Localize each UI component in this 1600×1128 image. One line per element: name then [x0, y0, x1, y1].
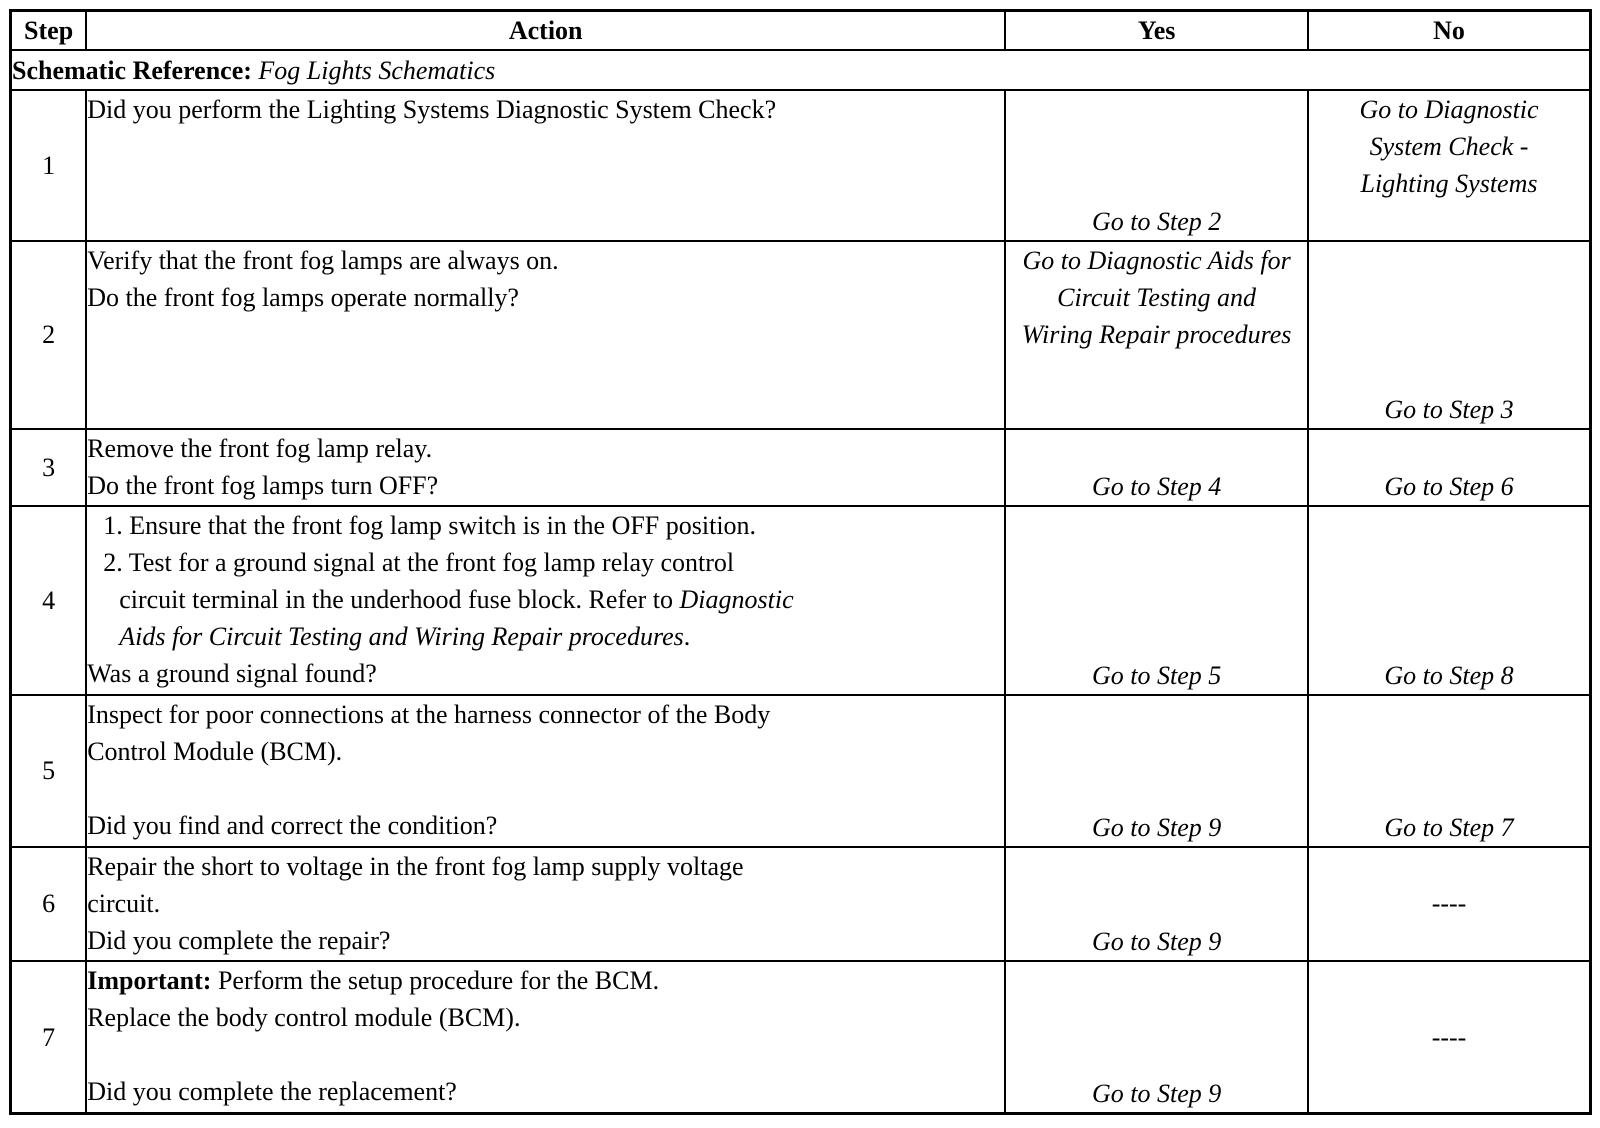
header-action: Action [86, 11, 1005, 51]
action-step-2: 2. Test for a ground signal at the front fog lamp relay control [103, 547, 735, 577]
header-step: Step [11, 11, 87, 51]
action-question: Do the front fog lamps turn OFF? [87, 470, 439, 500]
no-link[interactable]: Go to Diagnostic System Check - Lighting Systems [1359, 94, 1539, 198]
table-row [11, 847, 1591, 961]
no-cell [1308, 847, 1590, 961]
action-text: Replace the body control module (BCM). [87, 1003, 521, 1033]
no-cell [1308, 90, 1590, 241]
yes-cell [1005, 90, 1308, 241]
step-number: 5 [11, 695, 87, 847]
yes-link[interactable]: Go to Step 4 [1091, 471, 1222, 501]
action-cell [86, 506, 1005, 695]
action-cell [86, 961, 1005, 1113]
table-row [11, 506, 1591, 695]
action-cell [86, 241, 1005, 429]
action-text: Remove the front fog lamp relay. [87, 433, 433, 463]
action-cell [86, 695, 1005, 847]
yes-cell [1005, 961, 1308, 1113]
table-row [11, 429, 1591, 506]
header-yes: Yes [1005, 11, 1308, 51]
action-text: Inspect for poor connections at the harness connector of the Body [87, 700, 771, 730]
step-number: 3 [11, 429, 87, 506]
important-label: Important: [87, 966, 212, 996]
no-link[interactable]: Go to Step 6 [1384, 471, 1514, 501]
no-placeholder: ---- [1431, 889, 1467, 919]
header-row [11, 11, 1591, 51]
table-row [11, 241, 1591, 429]
action-question: Did you complete the repair? [87, 925, 391, 955]
action-text: Repair the short to voltage in the front fog lamp supply voltage [87, 851, 744, 881]
no-link[interactable]: Go to Step 8 [1384, 661, 1514, 691]
action-question: Did you complete the replacement? [87, 1077, 457, 1107]
schematic-link[interactable]: Fog Lights Schematics [258, 55, 496, 85]
yes-link[interactable]: Go to Diagnostic Aids for Circuit Testing and Wiring Repair procedures [1021, 245, 1292, 349]
action-spacer [87, 770, 1004, 807]
action-question: Did you find and correct the condition? [87, 811, 498, 841]
table-row [11, 90, 1591, 241]
schematic-row [11, 50, 1591, 89]
no-cell [1308, 506, 1590, 695]
yes-link[interactable]: Go to Step 5 [1091, 661, 1222, 691]
no-cell [1308, 695, 1590, 847]
action-spacer [87, 1036, 1004, 1073]
yes-link[interactable]: Go to Step 9 [1091, 812, 1222, 842]
yes-cell [1005, 847, 1308, 961]
diagnostic-aids-link-continued[interactable]: Aids for Circuit Testing and Wiring Repair procedures [119, 621, 684, 651]
action-step-2-continued: circuit terminal in the underhood fuse block. Refer to Diagnostic [119, 584, 794, 614]
header-no: No [1308, 11, 1590, 51]
action-step-1: 1. Ensure that the front fog lamp switch is in the OFF position. [103, 510, 757, 540]
step-number: 2 [11, 241, 87, 429]
action-cell [86, 429, 1005, 506]
yes-cell [1005, 506, 1308, 695]
no-cell [1308, 241, 1590, 429]
step-number: 4 [11, 506, 87, 695]
action-text: Verify that the front fog lamps are always on. [87, 245, 559, 275]
important-note: Important: Perform the setup procedure for the BCM. [87, 966, 660, 996]
diagnostic-aids-link[interactable]: Diagnostic [679, 584, 794, 614]
table-row [11, 961, 1591, 1113]
step-number: 6 [11, 847, 87, 961]
no-cell [1308, 961, 1590, 1113]
action-cell [86, 847, 1005, 961]
action-question: Do the front fog lamps operate normally? [87, 282, 519, 312]
action-text-continued: Control Module (BCM). [87, 737, 343, 767]
yes-cell [1005, 695, 1308, 847]
yes-link[interactable]: Go to Step 2 [1091, 206, 1222, 236]
step-number: 1 [11, 90, 87, 241]
step-number: 7 [11, 961, 87, 1113]
action-question: Was a ground signal found? [87, 658, 377, 688]
yes-link[interactable]: Go to Step 9 [1091, 1079, 1222, 1108]
action-text: Did you perform the Lighting Systems Diagnostic System Check? [87, 94, 777, 124]
yes-link[interactable]: Go to Step 9 [1091, 927, 1222, 957]
table-row [11, 695, 1591, 847]
no-link[interactable]: Go to Step 7 [1384, 812, 1514, 842]
no-placeholder: ---- [1431, 1022, 1467, 1052]
no-cell [1308, 429, 1590, 506]
yes-cell [1005, 429, 1308, 506]
schematic-reference [11, 50, 1591, 89]
schematic-label: Schematic Reference: [12, 55, 252, 85]
diagnostic-table [9, 9, 1592, 1115]
yes-cell [1005, 241, 1308, 429]
action-step-2-reference: Aids for Circuit Testing and Wiring Repair procedures. [119, 621, 691, 651]
action-cell [86, 90, 1005, 241]
no-link[interactable]: Go to Step 3 [1384, 394, 1514, 424]
action-text-continued: circuit. [87, 888, 161, 918]
